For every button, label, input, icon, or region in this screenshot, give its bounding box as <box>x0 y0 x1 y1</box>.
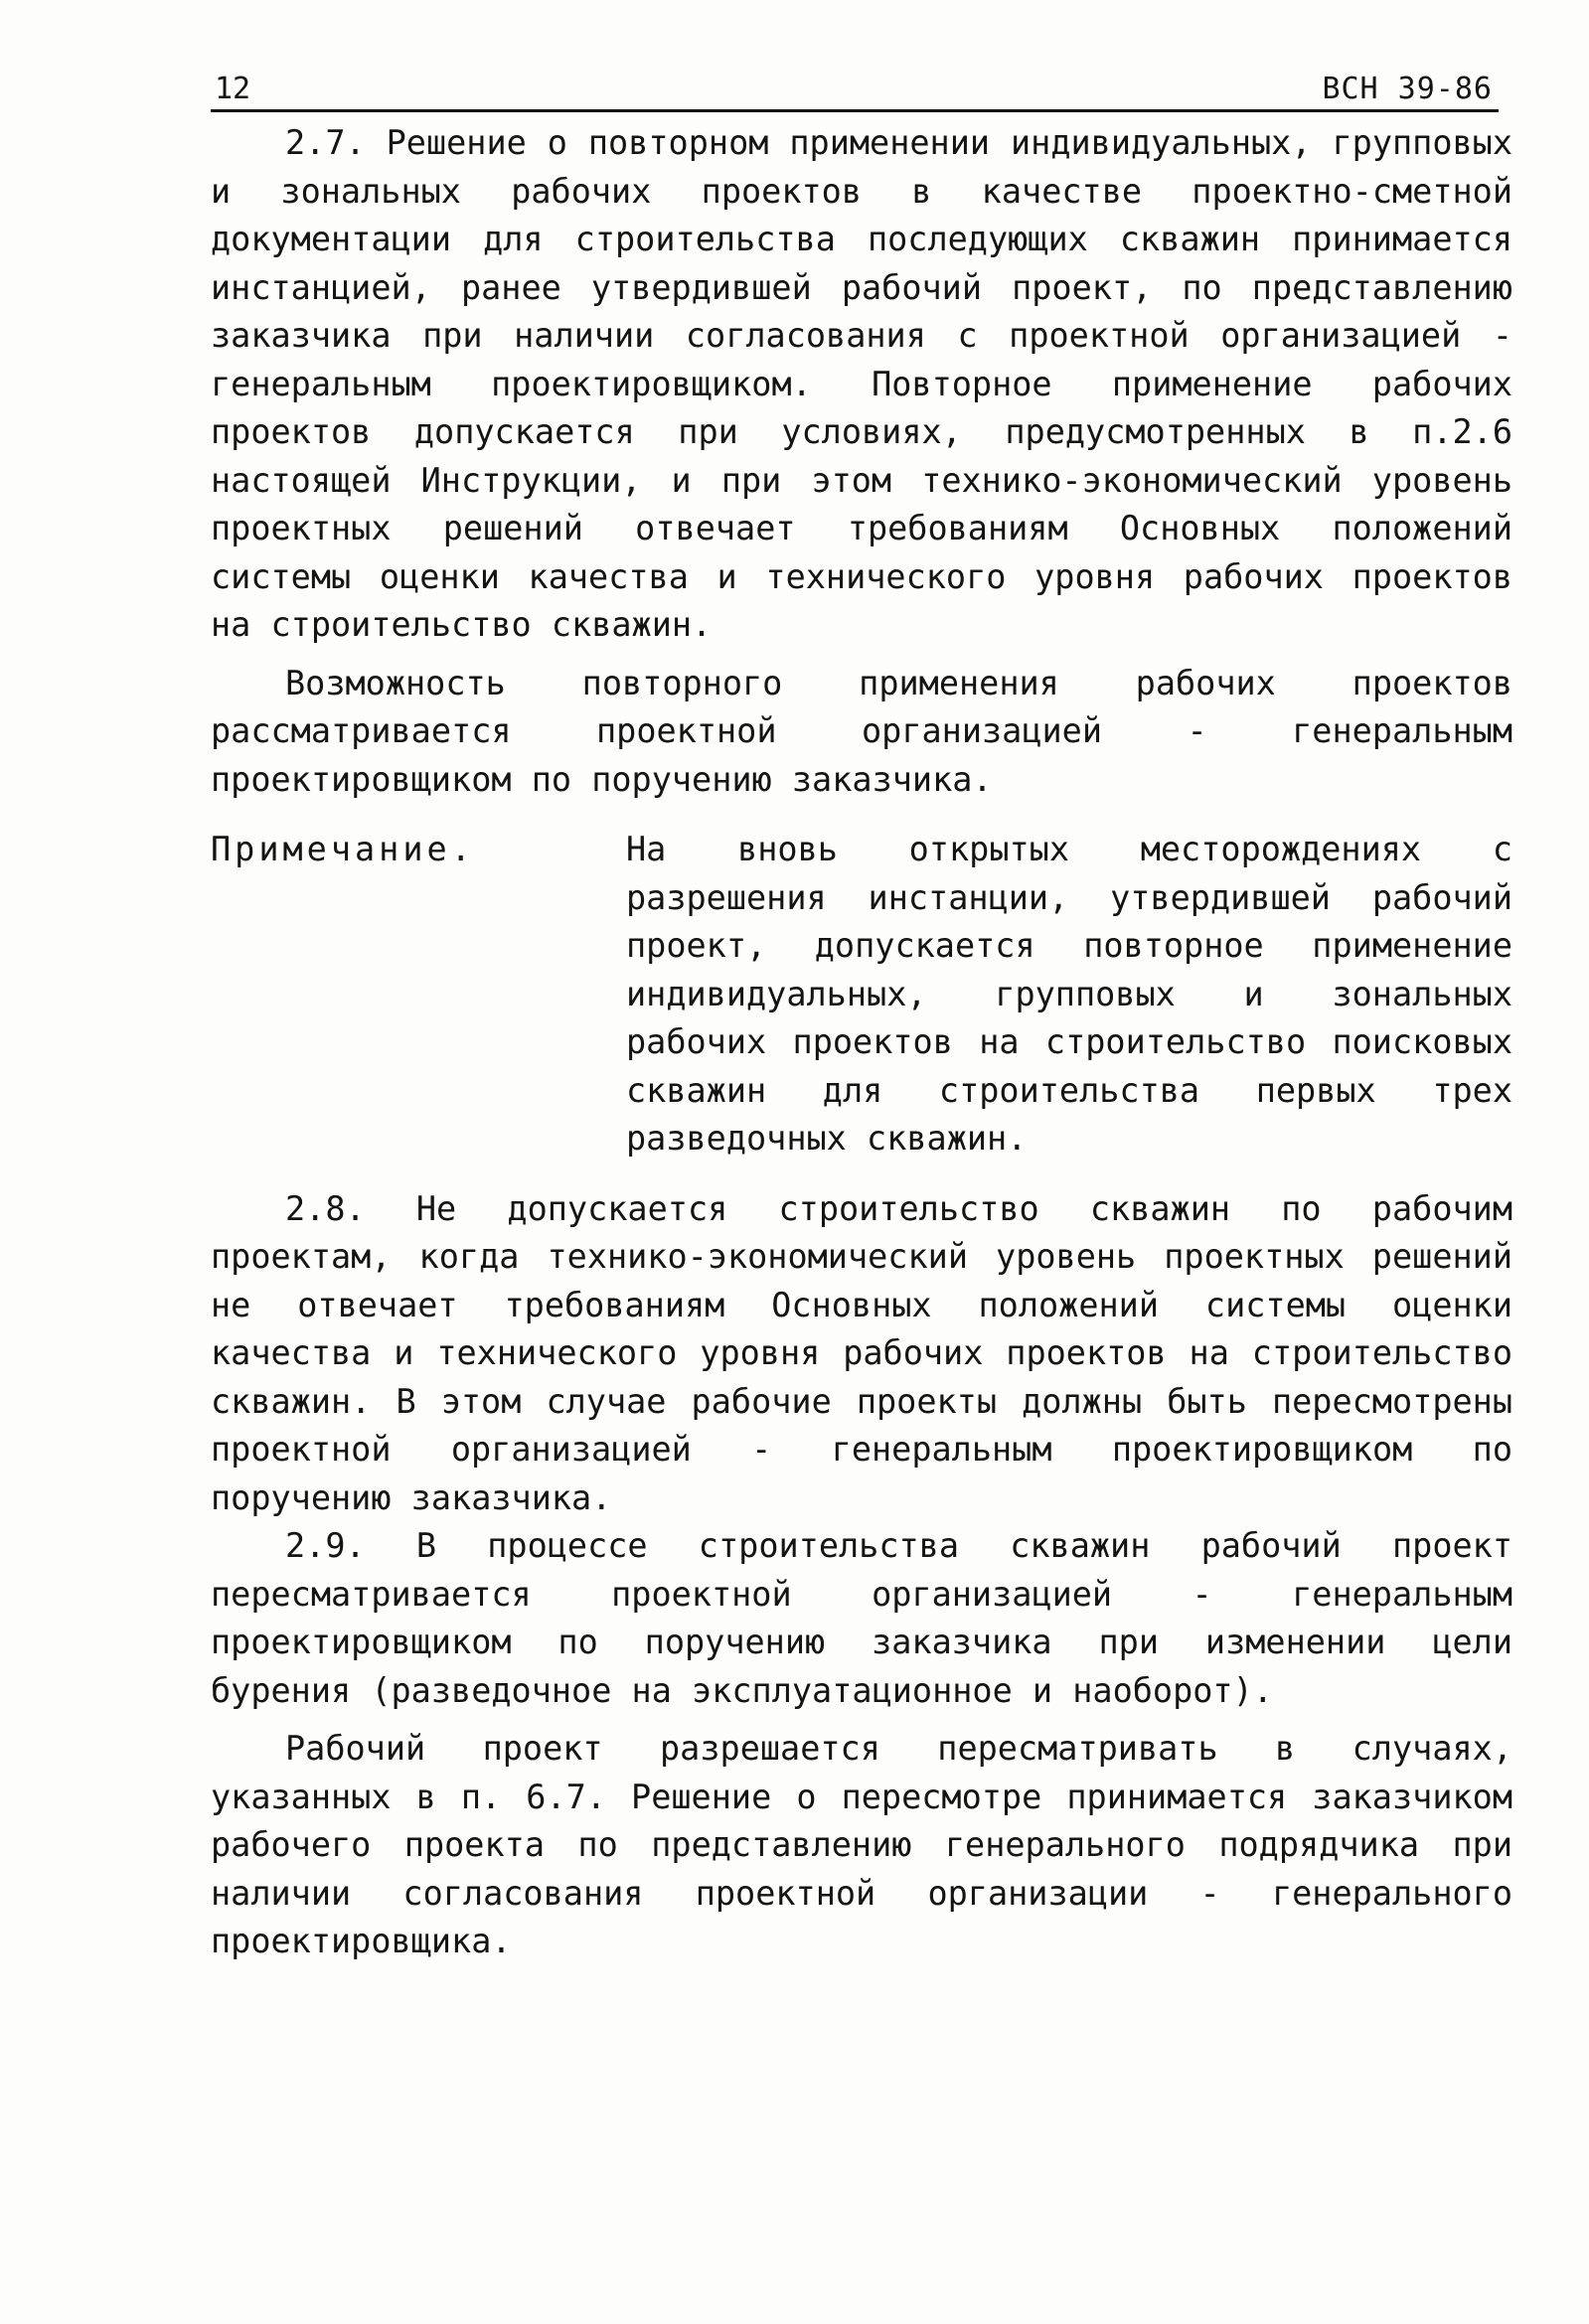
paragraph-2-9: 2.9. В процессе строительства скважин рабочий проект пересматривается проектной организацией - генеральным проектировщиком по поручению заказчика при изменении цели бурения (разведочное на эксплуатационное и наоборот). <box>211 1526 1512 1710</box>
paragraph-2-9-continued: Рабочий проект разрешается пересматривать в случаях, указанных в п. 6.7. Решение о пересмотре принимается заказчиком рабочего проекта по представлению генерального подрядчика при наличии согласования проектной организации - генерального проектировщика. <box>211 1729 1512 1960</box>
note-text: На вновь открытых месторождениях с разрешения инстанции, утвердившей рабочий проект, допускается повторное применение индивидуальных, групповых и зональных рабочих проектов на строительство поисковых скважин для строительства первых трех разведочных скважин. <box>626 830 1512 1158</box>
document-code: ВСН 39-86 <box>1322 72 1493 106</box>
note-block <box>211 826 1512 1163</box>
paragraph-2-7-continued: Возможность повторного применения рабочих проектов рассматривается проектной организацией - генеральным проектировщиком по поручению заказчика. <box>211 663 1512 799</box>
paragraph-2-7: 2.7. Решение о повторном применении индивидуальных, групповых и зональных рабочих проектов в качестве проектно-сметной документации для строительства последующих скважин принимается инстанцией, ранее утвердившей рабочий проект, по представлению заказчика при наличии согласования с проектной организацией - генеральным проектировщиком. Повторное применение рабочих проектов допускается при условиях, предусмотренных в п.2.6 настоящей Инструкции, и при этом технико-экономический уровень проектных решений отвечает требованиям Основных положений системы оценки качества и технического уровня рабочих проектов на строительство скважин. <box>211 123 1512 644</box>
paragraph-2-8: 2.8. Не допускается строительство скважин по рабочим проектам, когда технико-экономический уровень проектных решений не отвечает требованиям Основных положений системы оценки качества и технического уровня рабочих проектов на строительство скважин. В этом случае рабочие проекты должны быть пересмотрены проектной организацией - генеральным проектировщиком по поручению заказчика. <box>211 1188 1512 1517</box>
note-label: Примечание. <box>211 830 475 868</box>
page-header <box>211 70 1499 112</box>
page-number: 12 <box>215 72 251 106</box>
document-body <box>211 119 1512 1966</box>
